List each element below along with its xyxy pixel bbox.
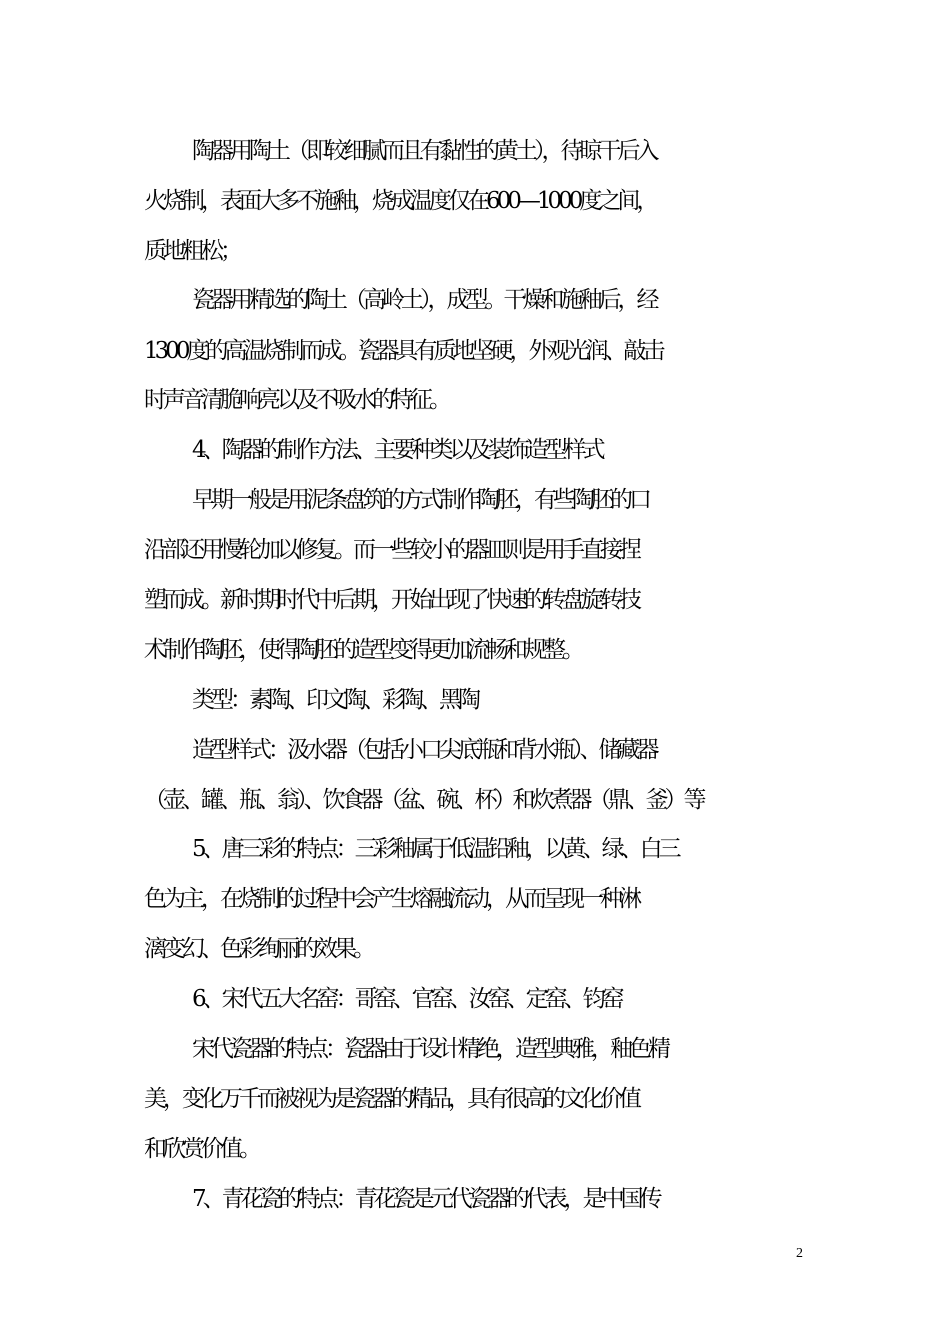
text-line: 美，变化万千而被视为是瓷器的精品，具有很高的文化价值 [144, 1086, 638, 1112]
text-line: 瓷器用精选的陶土（高岭土），成型。干燥和施釉后，经 [192, 287, 656, 313]
text-line: 质地粗松； [144, 238, 239, 264]
text-line: 早期一般是用泥条盘筑的方式制作陶胚，有些陶胚的口 [192, 487, 648, 513]
section-heading: 6、宋代五大名窑：哥窑、官窑、汝窑、定窑、钧窑 [192, 986, 621, 1012]
text-line: 时声音清脆响亮以及不吸水的特征。 [144, 387, 448, 413]
section-heading: 7、青花瓷的特点：青花瓷是元代瓷器的代表，是中国传 [192, 1186, 659, 1212]
text-line: 色为主，在烧制的过程中会产生熔融流动，从而呈现一种淋 [144, 886, 638, 912]
text-line: （壶、罐、瓶、翁）、饮食器（盆、碗、杯）和炊煮器（鼎、釜）等 [144, 787, 703, 813]
text-line: 宋代瓷器的特点：瓷器由于设计精绝，造型典雅，釉色精 [192, 1036, 667, 1062]
section-heading: 4、陶器的制作方法、主要种类以及装饰造型样式 [192, 437, 602, 463]
text-line: 沿部还用慢轮加以修复。而一些较小的器皿则是用手直接捏 [144, 537, 638, 563]
text-line: 陶器用陶土（即较细腻而且有黏性的黄土），待晾干后入 [192, 138, 656, 164]
text-line: 塑而成。新时期时代中后期，开始出现了快速的转盘旋转技 [144, 587, 638, 613]
page-number: 2 [796, 1246, 803, 1261]
section-heading: 5、唐三彩的特点：三彩釉属于低温铅釉，以黄、绿、白三 [192, 836, 678, 862]
text-line: 类型：素陶、印文陶、彩陶、黑陶 [192, 687, 477, 713]
text-line: 火烧制，表面大多不施釉，烧成温度仅在600—1000度之间， [144, 188, 656, 214]
text-line: 和欣赏价值。 [144, 1136, 258, 1162]
text-line: 造型样式：汲水器（包括小口尖底瓶和背水瓶）、储藏器 [192, 737, 656, 763]
text-line: 漓变幻、色彩绚丽的效果。 [144, 936, 372, 962]
text-line: 1300度的高温烧制而成。瓷器具有质地坚硬，外观光润、敲击 [144, 338, 662, 364]
text-line: 术制作陶胚，使得陶胚的造型变得更加流畅和规整。 [144, 637, 581, 663]
